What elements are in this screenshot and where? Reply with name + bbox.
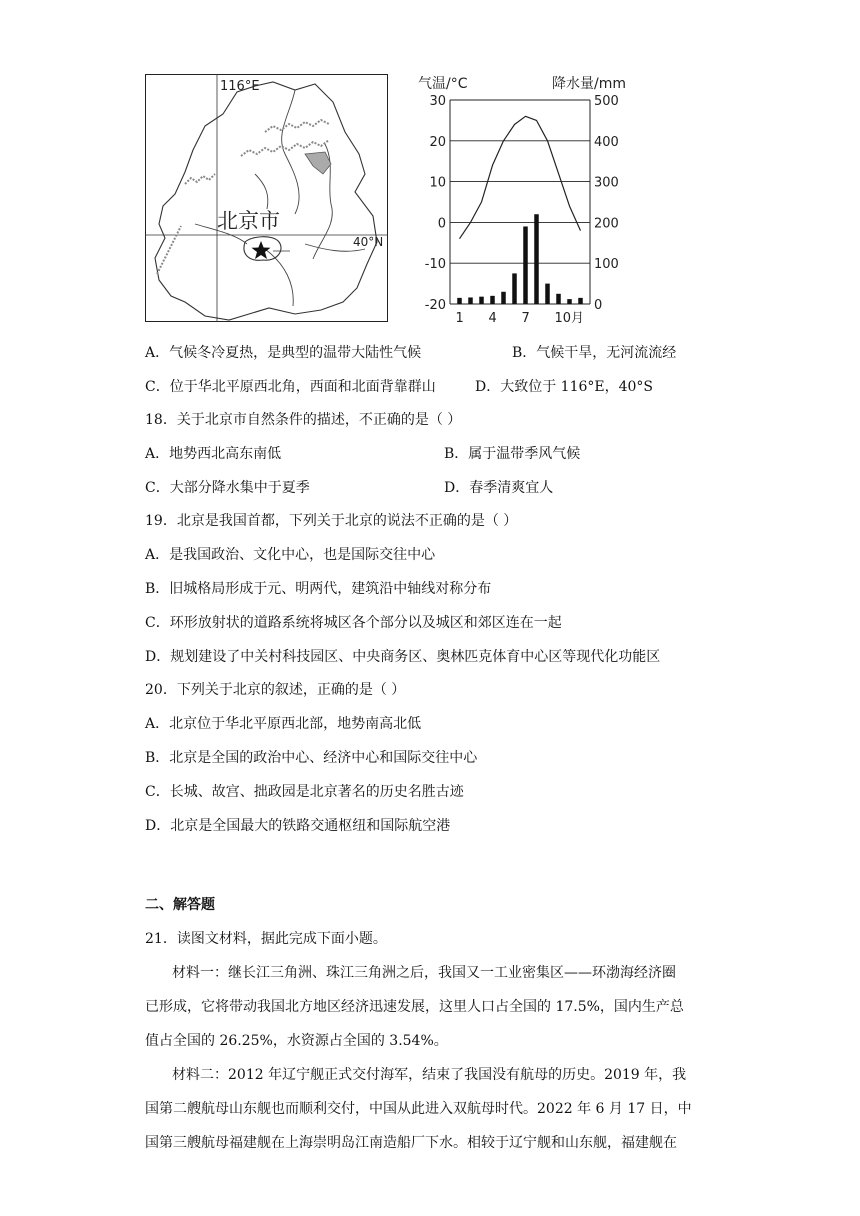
q20-stem: 20．下列关于北京的叙述，正确的是（ ） — [145, 682, 406, 698]
q18-option-b: B．属于温带季风气候 — [444, 446, 581, 462]
q19-stem: 19．北京是我国首都，下列关于北京的说法不正确的是（ ） — [145, 513, 518, 529]
material1-line1: 材料一：继长江三角洲、珠江三角洲之后，我国又一工业密集区——环渤海经济圈 — [172, 965, 676, 981]
precipitation-bar — [534, 214, 539, 304]
q17-option-b: B．气候干旱，无河流流经 — [512, 345, 677, 361]
month-tick-label: 4 — [488, 311, 497, 326]
q18-option-d: D．春季清爽宜人 — [444, 480, 554, 496]
q17-option-a: A．气候冬冷夏热，是典型的温带大陆性气候 — [145, 345, 422, 361]
precipitation-bar — [567, 299, 572, 304]
q20-option-a: A．北京位于华北平原西北部，地势南高北低 — [145, 716, 422, 732]
precipitation-tick-label: 500 — [594, 94, 619, 109]
precipitation-tick-label: 100 — [594, 257, 619, 273]
temperature-tick-label: -10 — [424, 257, 446, 273]
precipitation-bar — [512, 273, 517, 304]
precipitation-tick-label: 300 — [594, 175, 619, 191]
temperature-tick-label: 0 — [437, 216, 446, 232]
q20-option-d: D．北京是全国最大的铁路交通枢纽和国际航空港 — [145, 818, 451, 834]
precipitation-tick-label: 400 — [594, 134, 619, 150]
q18-option-a: A．地势西北高东南低 — [145, 446, 282, 462]
precipitation-bar — [501, 292, 506, 304]
q21-stem: 21．读图文材料，据此完成下面小题。 — [145, 931, 387, 947]
material1-line2: 已形成，它将带动我国北方地区经济迅速发展，这里人口占全国的 17.5%，国内生产总 — [145, 999, 684, 1015]
precipitation-bar — [490, 296, 495, 304]
q18-option-c: C．大部分降水集中于夏季 — [145, 480, 310, 496]
q19-option-a: A．是我国政治、文化中心，也是国际交往中心 — [145, 547, 436, 563]
material2-line1: 材料二：2012 年辽宁舰正式交付海军，结束了我国没有航母的历史。2019 年，我 — [172, 1067, 687, 1083]
section-title: 二、解答题 — [145, 897, 215, 913]
precipitation-bar — [479, 297, 484, 304]
temperature-line — [460, 116, 581, 238]
meridian-label: 116°E — [220, 79, 260, 94]
city-label: 北京市 — [217, 209, 280, 233]
month-tick-label: 1 — [455, 311, 464, 326]
q18-stem: 18．关于北京市自然条件的描述，不正确的是（ ） — [145, 412, 462, 428]
material1-line3: 值占全国的 26.25%，水资源占全国的 3.54%。 — [145, 1033, 448, 1049]
q20-option-b: B．北京是全国的政治中心、经济中心和国际交往中心 — [145, 750, 478, 766]
material2-line2: 国第二艘航母山东舰也而顺利交付，中国从此进入双航母时代。2022 年 6 月 17 日，中 — [145, 1101, 692, 1117]
temperature-axis-label: 气温/°C — [418, 76, 468, 92]
climate-chart — [412, 72, 642, 330]
temperature-tick-label: 10 — [429, 175, 446, 191]
beijing-map — [145, 74, 388, 322]
material2-line3: 国第三艘航母福建舰在上海崇明岛江南造船厂下水。相较于辽宁舰和山东舰，福建舰在 — [145, 1135, 677, 1151]
precipitation-tick-label: 0 — [594, 298, 603, 313]
q20-option-c: C．长城、故宫、拙政园是北京著名的历史名胜古迹 — [145, 784, 464, 800]
precipitation-bar — [468, 297, 473, 304]
temperature-tick-label: -20 — [424, 298, 446, 313]
temperature-tick-label: 20 — [429, 134, 446, 150]
precipitation-tick-label: 200 — [594, 216, 619, 232]
q17-option-d: D．大致位于 116°E，40°S — [475, 379, 654, 395]
month-tick-label: 7 — [521, 311, 530, 326]
precipitation-bar — [523, 226, 528, 304]
parallel-label: 40°N — [353, 235, 384, 249]
precipitation-bar — [556, 294, 561, 304]
precipitation-bar — [578, 298, 583, 304]
q17-option-c: C．位于华北平原西北角，西面和北面背靠群山 — [145, 379, 436, 395]
q19-option-b: B．旧城格局形成于元、明两代，建筑沿中轴线对称分布 — [145, 581, 492, 597]
q19-option-d: D．规划建设了中关村科技园区、中央商务区、奥林匹克体育中心区等现代化功能区 — [145, 649, 661, 665]
precipitation-bar — [545, 284, 550, 304]
temperature-tick-label: 30 — [429, 94, 446, 109]
precipitation-axis-label: 降水量/mm — [552, 76, 626, 92]
q19-option-c: C．环形放射状的道路系统将城区各个部分以及城区和郊区连在一起 — [145, 615, 562, 631]
precipitation-bar — [457, 298, 462, 304]
month-tick-label: 10月 — [554, 311, 585, 326]
